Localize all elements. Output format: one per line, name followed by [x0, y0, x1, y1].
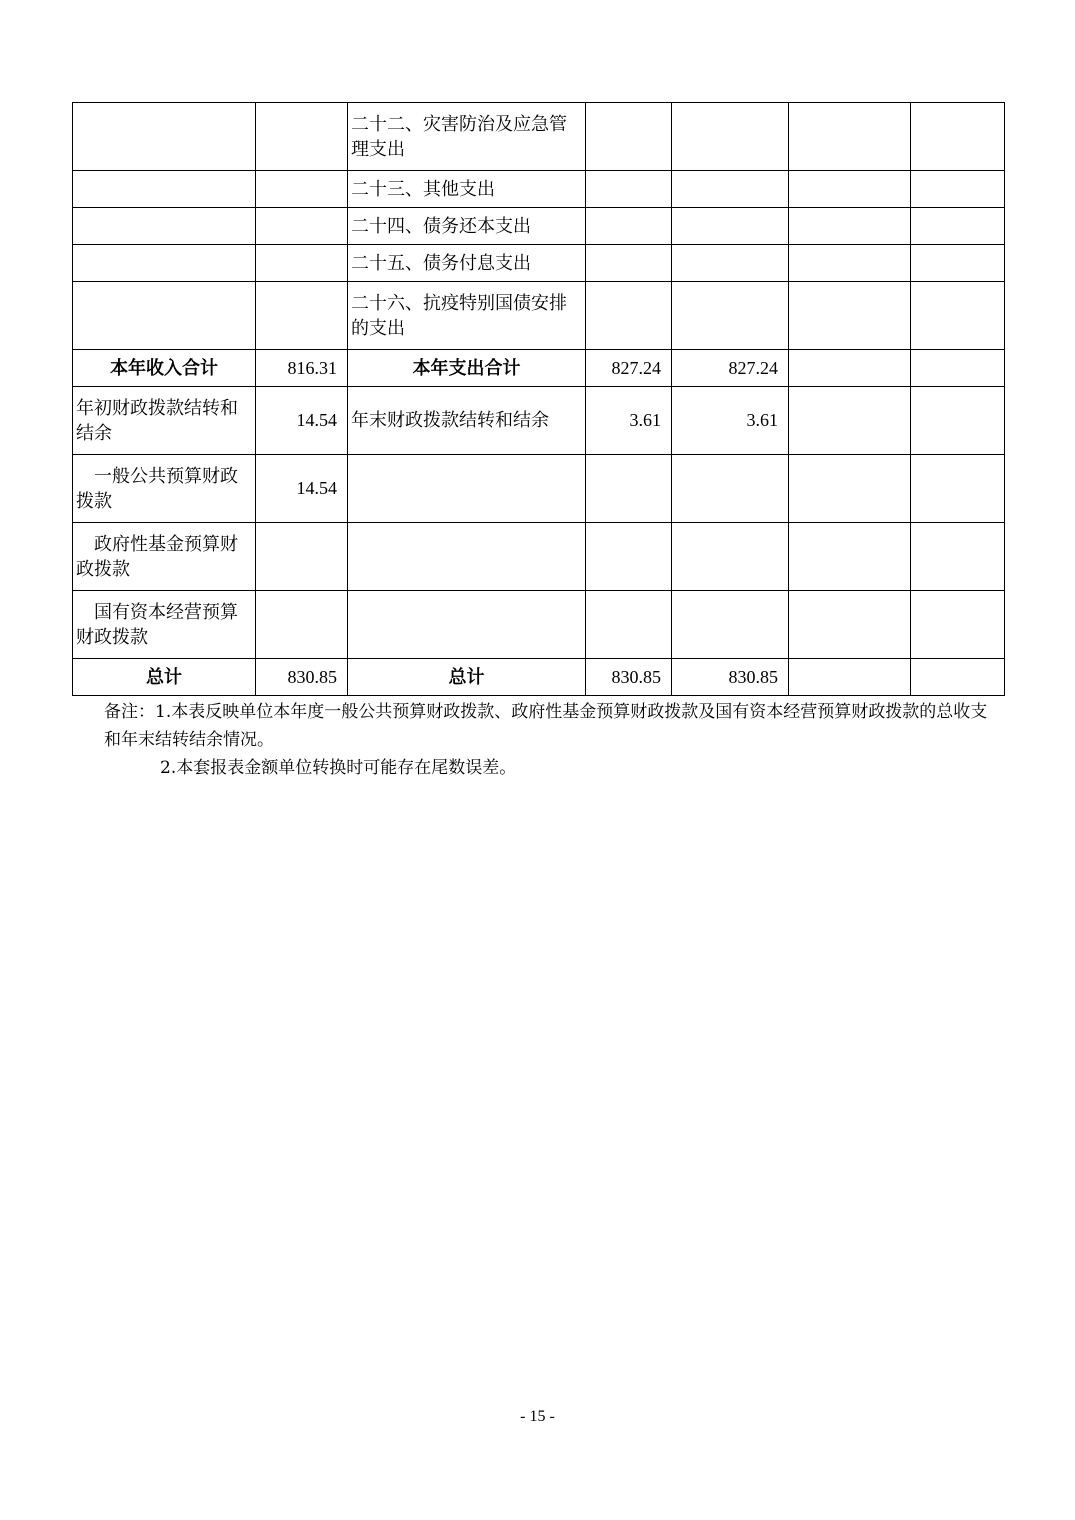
expense-gov-fund-cell [789, 591, 911, 659]
expense-total-cell: 3.61 [586, 387, 672, 455]
expense-gov-fund-cell [789, 171, 911, 208]
expense-state-capital-cell [911, 103, 1005, 171]
table-body [73, 103, 1005, 696]
income-amount-cell [256, 591, 348, 659]
table-row [73, 282, 1005, 350]
expense-general-budget-cell [672, 523, 789, 591]
expense-state-capital-cell [911, 282, 1005, 350]
expense-total-cell: 827.24 [586, 350, 672, 387]
expense-gov-fund-cell [789, 523, 911, 591]
expense-label-cell [348, 455, 586, 523]
income-amount-cell [256, 208, 348, 245]
expense-state-capital-cell [911, 591, 1005, 659]
income-label-cell [73, 208, 256, 245]
expense-state-capital-cell [911, 171, 1005, 208]
expense-state-capital-cell [911, 523, 1005, 591]
expense-general-budget-cell [672, 455, 789, 523]
table-row [73, 523, 1005, 591]
expense-label-cell: 二十二、灾害防治及应急管理支出 [348, 103, 586, 171]
expense-state-capital-cell [911, 208, 1005, 245]
income-amount-cell [256, 523, 348, 591]
expense-total-cell [586, 103, 672, 171]
expense-label-cell: 年末财政拨款结转和结余 [348, 387, 586, 455]
expense-label-cell: 二十五、债务付息支出 [348, 245, 586, 282]
income-amount-cell [256, 103, 348, 171]
income-amount-cell: 14.54 [256, 387, 348, 455]
income-label-cell: 一般公共预算财政拨款 [73, 455, 256, 523]
expense-general-budget-cell [672, 282, 789, 350]
table-row [73, 103, 1005, 171]
expense-general-budget-cell [672, 208, 789, 245]
income-amount-cell: 14.54 [256, 455, 348, 523]
income-amount-cell [256, 171, 348, 208]
expense-label-cell [348, 523, 586, 591]
expense-gov-fund-cell [789, 659, 911, 696]
expense-gov-fund-cell [789, 387, 911, 455]
expense-label-cell: 二十三、其他支出 [348, 171, 586, 208]
expense-label-cell: 二十四、债务还本支出 [348, 208, 586, 245]
table-row [73, 171, 1005, 208]
expense-state-capital-cell [911, 455, 1005, 523]
expense-gov-fund-cell [789, 350, 911, 387]
expense-state-capital-cell [911, 387, 1005, 455]
page-number: - 15 - [520, 1408, 555, 1425]
table-row [73, 659, 1005, 696]
income-label-cell [73, 103, 256, 171]
expense-general-budget-cell [672, 591, 789, 659]
expense-general-budget-cell [672, 103, 789, 171]
note-line-2: 2.本套报表金额单位转换时可能存在尾数误差。 [160, 758, 517, 778]
expense-gov-fund-cell [789, 282, 911, 350]
expense-total-cell [586, 591, 672, 659]
expense-gov-fund-cell [789, 103, 911, 171]
expense-total-cell [586, 171, 672, 208]
income-label-cell [73, 171, 256, 208]
expense-total-cell [586, 523, 672, 591]
income-amount-cell: 830.85 [256, 659, 348, 696]
income-amount-cell [256, 245, 348, 282]
expense-gov-fund-cell [789, 455, 911, 523]
expense-gov-fund-cell [789, 245, 911, 282]
expense-general-budget-cell: 830.85 [672, 659, 789, 696]
notes [72, 698, 1004, 782]
expense-general-budget-cell: 3.61 [672, 387, 789, 455]
expense-general-budget-cell [672, 245, 789, 282]
table-row [73, 245, 1005, 282]
expense-total-cell [586, 282, 672, 350]
income-amount-cell [256, 282, 348, 350]
expense-label-cell: 二十六、抗疫特别国债安排的支出 [348, 282, 586, 350]
expense-state-capital-cell [911, 659, 1005, 696]
income-label-cell: 本年收入合计 [73, 350, 256, 387]
income-label-cell: 年初财政拨款结转和结余 [73, 387, 256, 455]
expense-state-capital-cell [911, 350, 1005, 387]
budget-table [72, 102, 1005, 696]
table-row [73, 591, 1005, 659]
income-label-cell: 国有资本经营预算财政拨款 [73, 591, 256, 659]
table-row [73, 387, 1005, 455]
expense-state-capital-cell [911, 245, 1005, 282]
income-label-cell [73, 245, 256, 282]
expense-label-cell: 总计 [348, 659, 586, 696]
expense-general-budget-cell: 827.24 [672, 350, 789, 387]
income-label-cell [73, 282, 256, 350]
table-row [73, 455, 1005, 523]
expense-total-cell [586, 455, 672, 523]
expense-label-cell: 本年支出合计 [348, 350, 586, 387]
income-label-cell: 总计 [73, 659, 256, 696]
expense-general-budget-cell [672, 171, 789, 208]
income-amount-cell: 816.31 [256, 350, 348, 387]
expense-total-cell [586, 245, 672, 282]
expense-total-cell: 830.85 [586, 659, 672, 696]
expense-gov-fund-cell [789, 208, 911, 245]
expense-label-cell [348, 591, 586, 659]
expense-total-cell [586, 208, 672, 245]
table-row [73, 350, 1005, 387]
table-row [73, 208, 1005, 245]
income-label-cell: 政府性基金预算财政拨款 [73, 523, 256, 591]
note-line-1: 备注：1.本表反映单位本年度一般公共预算财政拨款、政府性基金预算财政拨款及国有资本经营预算财政拨款的总收支和年末结转结余情况。 [104, 702, 988, 750]
